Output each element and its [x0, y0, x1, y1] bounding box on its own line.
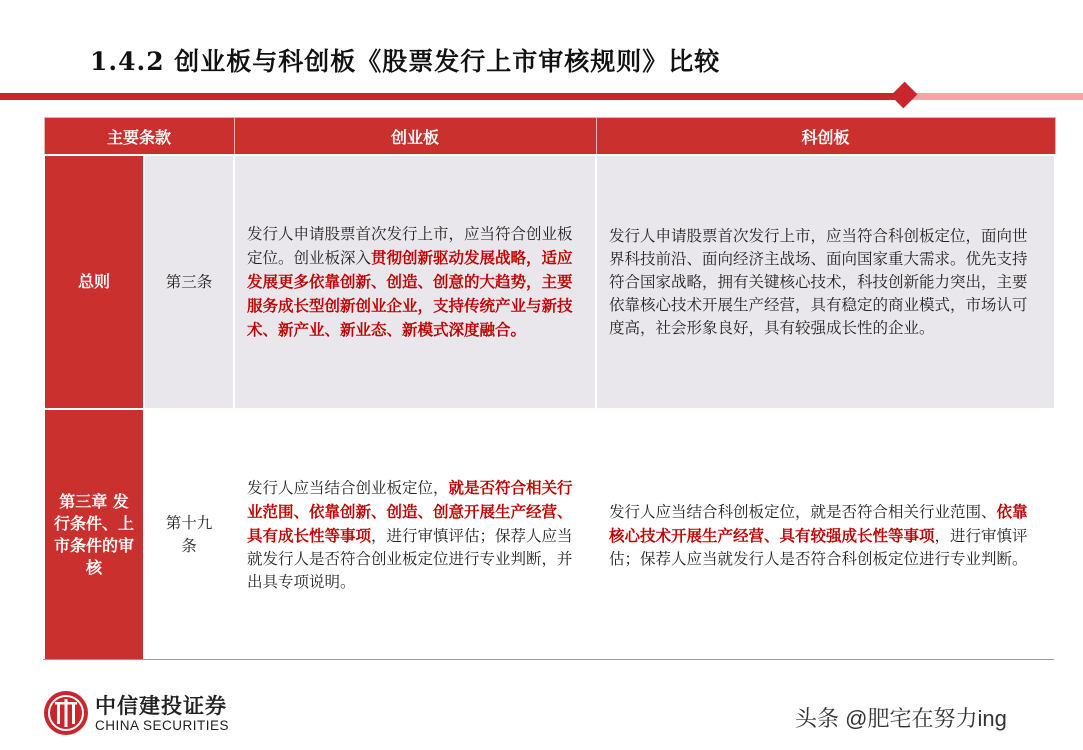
body-text: ，进行审慎评估；保荐人应当就发行人是否符合创业板定位进行专业判断，并出具专项说明。 — [247, 527, 573, 591]
logo-en-text: CHINA SECURITIES — [95, 717, 230, 733]
title-divider-light — [905, 93, 1083, 100]
body-text: ，进行审慎评估；保荐人应当就发行人是否符合科创板定位进行专业判断。 — [609, 526, 1028, 568]
header-chinext: 创业板 — [234, 118, 596, 156]
page-title: 1.4.2 创业板与科创板《股票发行上市审核规则》比较 — [90, 47, 721, 76]
highlighted-text: 贯彻创新驱动发展战略，适应发展更多依靠创新、创造、创意的大趋势，主要服务成长型创新创业企业，支持传统产业与新技术、新产业、新业态、新模式深度融合。 — [247, 247, 573, 339]
star-cell — [596, 409, 1055, 661]
article-cell: 第十九条 — [144, 409, 234, 661]
table-bottom-line — [43, 659, 1054, 660]
table-header-row — [44, 118, 1055, 156]
body-text: 发行人申请股票首次发行上市，应当符合创业板定位。创业板深入 — [247, 224, 573, 267]
watermark: 头条 @肥宅在努力ing — [795, 706, 1007, 731]
citic-emblem-icon — [43, 690, 89, 736]
title-divider — [0, 93, 905, 100]
section-cell: 总则 — [44, 155, 144, 409]
company-logo — [43, 690, 229, 736]
chinext-cell — [234, 409, 596, 661]
header-main-clauses: 主要条款 — [44, 118, 234, 156]
chinext-cell — [234, 155, 596, 409]
table-row — [44, 409, 1055, 661]
body-text: 发行人应当结合创业板定位， — [247, 479, 449, 497]
body-text: 发行人应当结合科创板定位，就是否符合相关行业范围、 — [609, 502, 997, 521]
section-cell: 第三章 发行条件、上市条件的审核 — [44, 409, 144, 661]
star-cell — [596, 155, 1055, 409]
article-cell: 第三条 — [144, 155, 234, 409]
header-star-market: 科创板 — [596, 118, 1055, 156]
body-text: 发行人申请股票首次发行上市，应当符合科创板定位，面向世界科技前沿、面向经济主战场、面向国家重大需求。优先支持符合国家战略，拥有关键核心技术，科技创新能力突出，主要依靠核心技术开展生产经营，具有稳定的商业模式，市场认可度高，社会形象良好，具有较强成长性的企业。 — [609, 226, 1028, 337]
divider-diamond — [891, 82, 918, 109]
table-row — [44, 155, 1055, 409]
logo-cn-text: 中信建投证券 — [95, 692, 227, 718]
highlighted-text: 就是否符合相关行业范围、依靠创新、创造、创意开展生产经营、具有成长性等事项 — [247, 478, 573, 545]
comparison-table — [43, 117, 1056, 662]
highlighted-text: 依靠核心技术开展生产经营、具有较强成长性等事项 — [609, 501, 1028, 545]
